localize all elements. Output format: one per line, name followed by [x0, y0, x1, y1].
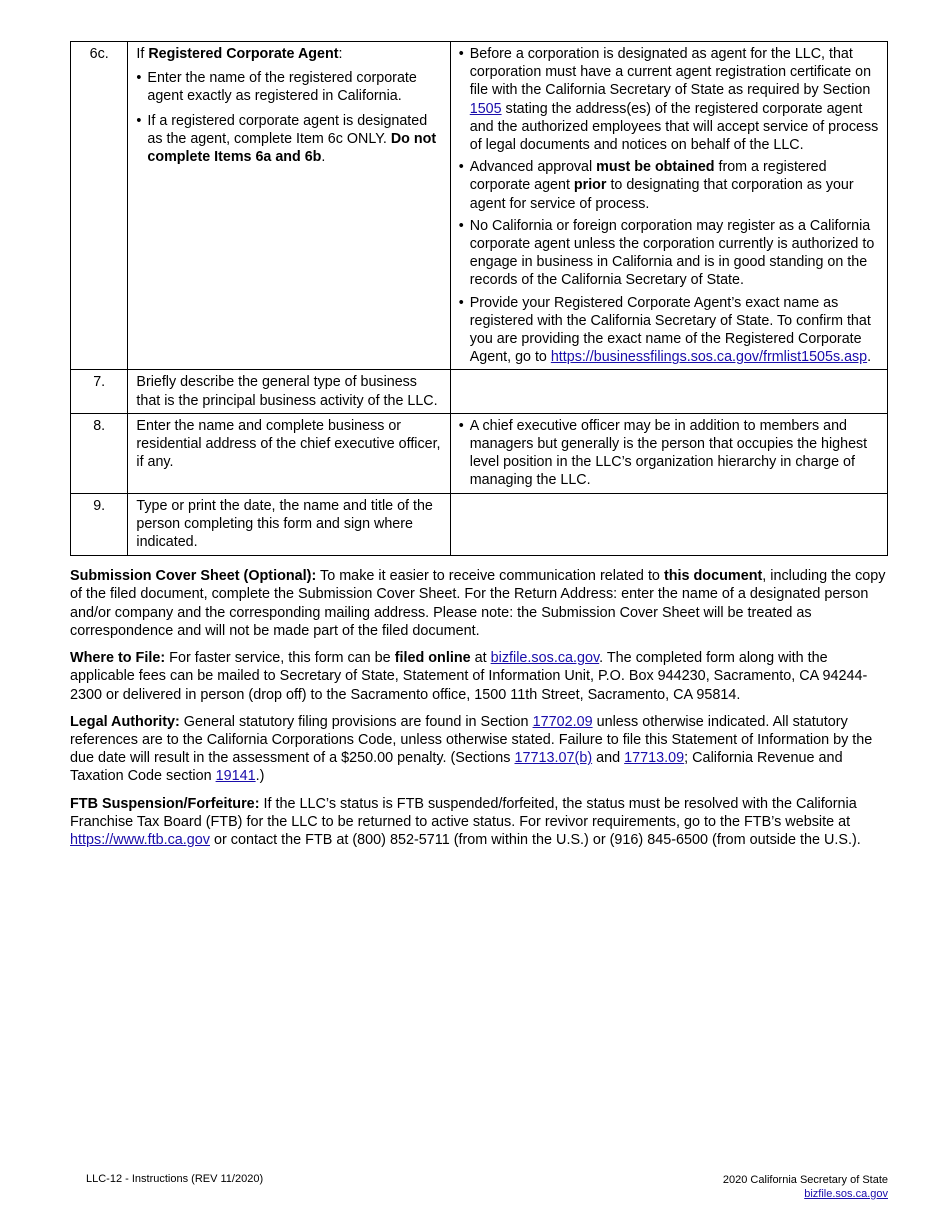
item-number: 6c. — [71, 42, 128, 370]
notes-list — [459, 45, 879, 366]
item-notes — [450, 42, 887, 370]
list-item: • Advanced approval must be obtained from a registered corporate agent prior to designating that corporation as your agent for service of process. — [459, 158, 879, 213]
form-id: LLC-12 - Instructions (REV 11/2020) — [86, 1173, 264, 1185]
table-row-9 — [71, 493, 888, 556]
list-item: • If a registered corporate agent is designated as the agent, complete Item 6c ONLY. Do not complete Items 6a and 6b. — [136, 112, 441, 167]
instructions-page — [70, 41, 888, 858]
ftb-suspension-paragraph: FTB Suspension/Forfeiture: If the LLC’s status is FTB suspended/forfeited, the status must be resolved with the California Franchise Tax Board (FTB) for the LLC to be returned to active status. For revivor requirements, go to the FTB’s website at https://www.ftb.ca.gov or contact the FTB at (800) 852-5711 (from within the U.S.) or (916) 845-6500 (from outside the U.S.). — [70, 795, 861, 848]
ftb-website-link[interactable]: https://www.ftb.ca.gov — [70, 831, 210, 848]
instructions-table — [70, 41, 888, 556]
item-number: 7. — [71, 370, 128, 413]
section-1505-link[interactable]: 1505 — [469, 100, 502, 117]
item-number: 8. — [71, 413, 128, 493]
list-item: • Provide your Registered Corporate Agent’s exact name as registered with the California Secretary of State. To confirm that you are providing the exact name of the Registered Corporate Agent, go to https://businessfilings.sos.ca.gov/frmlist1505s.asp. — [459, 294, 879, 367]
list-item: • No California or foreign corporation may register as a California corporate agent unless the corporation currently is authorized to engage in business in California and is in good standing on the records of the California Secretary of State. — [459, 217, 879, 290]
table-row-7 — [71, 370, 888, 413]
footer-copyright-block — [723, 1173, 888, 1201]
footer-bizfile-link[interactable]: bizfile.sos.ca.gov — [804, 1188, 888, 1200]
item-notes — [450, 493, 887, 556]
table-row-6c — [71, 42, 888, 370]
section-19141-link[interactable]: 19141 — [215, 768, 256, 785]
list-item: • Before a corporation is designated as agent for the LLC, that corporation must have a current agent registration certificate on file with the California Secretary of State as required by Section 1505 stating the address(es) of the registered corporate agent and the authorized employees that will accept service of process of legal documents and notices on behalf of the LLC. — [459, 45, 879, 154]
table-row-8 — [71, 413, 888, 493]
bizfile-link[interactable]: bizfile.sos.ca.gov — [490, 650, 600, 667]
item-title: If Registered Corporate Agent: — [136, 46, 343, 62]
section-17713-09-link[interactable]: 17713.09 — [624, 750, 685, 767]
corporate-agent-list-link[interactable]: https://businessfilings.sos.ca.gov/frmlist1505s.asp — [550, 349, 868, 366]
copyright-text: 2020 California Secretary of State — [722, 1174, 888, 1186]
item-description: Briefly describe the general type of business that is the principal business activity of the LLC. — [128, 370, 450, 413]
item-description: Enter the name and complete business or residential address of the chief executive officer, if any. — [128, 413, 450, 493]
item-description: Type or print the date, the name and title of the person completing this form and sign where indicated. — [128, 493, 450, 556]
legal-authority-paragraph: Legal Authority: General statutory filing provisions are found in Section 17702.09 unless otherwise indicated. All statutory references are to the California Corporations Code, unless otherwise stated. Failure to file this Statement of Information by the due date will result in the assessment of a $250.00 penalty. (Sections 17713.07(b) and 17713.09; California Revenue and Taxation Code section 19141.) — [70, 713, 873, 785]
item-number: 9. — [71, 493, 128, 556]
item-bullets — [136, 69, 441, 166]
item-description — [128, 42, 450, 370]
section-17702-09-link[interactable]: 17702.09 — [532, 713, 593, 730]
list-item: • A chief executive officer may be in addition to members and managers but generally is the person that occupies the highest level position in the LLC’s organization hierarchy in charge of managing the LLC. — [459, 417, 879, 490]
where-to-file-paragraph: Where to File: For faster service, this form can be filed online at bizfile.sos.ca.gov. The completed form along with the applicable fees can be mailed to Secretary of State, Statement of Information Unit, P.O. Box 944230, Sacramento, CA 94244-2300 or delivered in person (drop off) to the Sacramento office, 1500 11th Street, Sacramento, CA 95814. — [70, 650, 868, 703]
notes-list — [459, 417, 879, 490]
item-notes — [450, 370, 887, 413]
item-notes — [450, 413, 887, 493]
submission-cover-sheet-paragraph: Submission Cover Sheet (Optional): To make it easier to receive communication related to this document, including the copy of the filed document, complete the Submission Cover Sheet. For the Return Address: enter the name of a designated person and/or company and the corresponding mailing address. Please note: the Submission Cover Sheet will be treated as correspondence and will not be made part of the filed document. — [70, 568, 886, 639]
list-item: • Enter the name of the registered corporate agent exactly as registered in California. — [136, 69, 441, 105]
section-17713-07b-link[interactable]: 17713.07(b) — [514, 750, 593, 767]
